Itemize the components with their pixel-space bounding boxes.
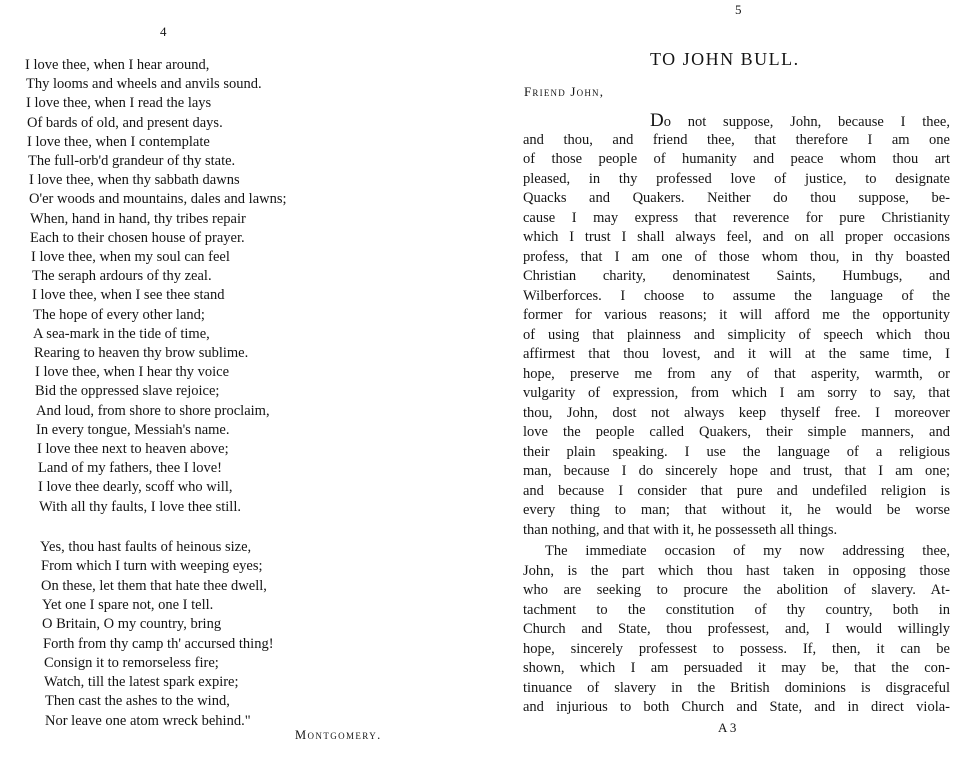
letter-line: former for various reasons; it will afford me the opportunity [523, 307, 950, 323]
letter-line: their plain speaking. I use the language of a religious [523, 443, 950, 460]
letter-line: shown, which I am persuaded it may be, that the con- [523, 660, 950, 676]
poem-line: A sea-mark in the tide of time, [33, 325, 210, 342]
letter-line: Church and State, thou professest, and, I would willingly [523, 621, 950, 637]
letter-line: hope, preserve me from any of that asperity, warmth, or [523, 365, 950, 382]
page-number-right: 5 [735, 2, 742, 17]
letter-line: of using that plainness and simplicity of speech which thou [523, 326, 950, 343]
poem-line: On these, let them that hate thee dwell, [41, 577, 267, 594]
poem-line: I love thee, when I read the lays [26, 95, 212, 112]
poem-line: The hope of every other land; [33, 306, 205, 323]
right-page [490, 0, 980, 767]
letter-line: tachment to the constitution of thy country, both in [523, 601, 950, 618]
poem-line: Forth from thy camp th' accursed thing! [43, 635, 274, 652]
letter-line: John, is the part which thou hast taken in opposing those [523, 562, 950, 579]
poem-line: O Britain, O my country, bring [42, 616, 222, 633]
poem-attribution: Montgomery. [295, 728, 382, 742]
poem-line: Yet one I spare not, one I tell. [42, 596, 214, 613]
letter-line: who are seeking to procure the abolition of slavery. At- [523, 582, 950, 598]
letter-line: pleased, in thy professed love of justice, to designate [523, 170, 950, 187]
letter-line: and thou, and friend thee, that therefore I am one [523, 131, 950, 148]
poem-line: Then cast the ashes to the wind, [45, 693, 230, 710]
letter-line: thou, John, dost not always keep thyself free. I moreover [523, 404, 950, 421]
poem-line: From which I turn with weeping eyes; [41, 558, 263, 575]
poem-line: Nor leave one atom wreck behind." [45, 712, 251, 729]
letter-line: Do not suppose, John, because I thee, [650, 110, 950, 131]
letter-line: Christian charity, denominatest Saints, Humbugs, and [523, 268, 950, 284]
poem-line: O'er woods and mountains, dales and lawns; [29, 191, 287, 208]
poem-line: I love thee next to heaven above; [37, 441, 229, 457]
letter-line: affirmest that thou lovest, and it will at the same time, I [523, 346, 950, 362]
letter-line: every thing to man; that without it, he would be worse [523, 502, 950, 518]
poem-line: Consign it to remorseless fire; [44, 654, 219, 671]
poem-line: I love thee, when I contemplate [27, 133, 210, 150]
poem-line: The seraph ardours of thy zeal. [32, 268, 212, 285]
signature-mark: A 3 [718, 720, 737, 735]
poem-line: With all thy faults, I love thee still. [39, 498, 241, 515]
poem-line: And loud, from shore to shore proclaim, [36, 402, 270, 419]
poem-line: Bid the oppressed slave rejoice; [35, 383, 220, 400]
poem-line: The full-orb'd grandeur of thy state. [28, 153, 236, 169]
poem-line: Of bards of old, and present days. [27, 114, 223, 131]
letter-line: profess, that I am one of those whom thou, in thy boasted [523, 248, 950, 265]
poem-line: I love thee, when thy sabbath dawns [29, 172, 240, 189]
poem-line: Each to their chosen house of prayer. [30, 229, 245, 246]
poem-line: I love thee, when I hear thy voice [35, 364, 230, 381]
letter-line: and injurious to both Church and State, and in direct viola- [523, 699, 950, 715]
poem-line: Yes, thou hast faults of heinous size, [40, 539, 252, 555]
poem-line: Rearing to heaven thy brow sublime. [34, 345, 249, 361]
salutation: Friend John, [524, 84, 605, 99]
poem-line: I love thee, when my soul can feel [31, 249, 230, 265]
letter-line: than nothing, and that with it, he possesseth all things. [523, 521, 838, 538]
letter-line: of those people of humanity and peace whom thou art [523, 151, 950, 167]
poem-line: When, hand in hand, thy tribes repair [30, 210, 246, 227]
letter-line: Wilberforces. I choose to assume the language of the [523, 287, 950, 304]
letter-line: The immediate occasion of my now addressing thee, [545, 543, 950, 559]
poem-line: I love thee, when I hear around, [25, 57, 210, 73]
poem-line: I love thee dearly, scoff who will, [38, 479, 233, 496]
page-title: TO JOHN BULL. [650, 49, 800, 69]
letter-line: love the people called Quakers, their simple manners, and [523, 424, 950, 440]
poem-line: Watch, till the latest spark expire; [44, 674, 239, 691]
letter-line: which I trust I shall always feel, and on all proper occasions [523, 229, 950, 245]
poem-line: Thy looms and wheels and anvils sound. [26, 76, 262, 93]
letter-line: cause I may express that reverence for pure Christianity [523, 209, 950, 226]
poem-line: I love thee, when I see thee stand [32, 287, 225, 304]
poem-line: Land of my fathers, thee I love! [38, 460, 222, 477]
letter-line: and because I consider that pure and undefiled religion is [523, 482, 950, 499]
letter-line: vulgarity of expression, from which I am sorry to say, that [523, 385, 950, 401]
letter-line: tinuance of slavery in the British dominions is disgraceful [523, 679, 950, 696]
letter-line: hope, sincerely professest to possess. If, then, it can be [523, 640, 950, 657]
letter-line: man, because I do sincerely hope and trust, that I am one; [523, 463, 950, 479]
letter-line: Quacks and Quakers. Neither do thou suppose, be- [523, 190, 950, 206]
poem-line: In every tongue, Messiah's name. [36, 421, 230, 438]
page-number-left: 4 [160, 24, 167, 39]
